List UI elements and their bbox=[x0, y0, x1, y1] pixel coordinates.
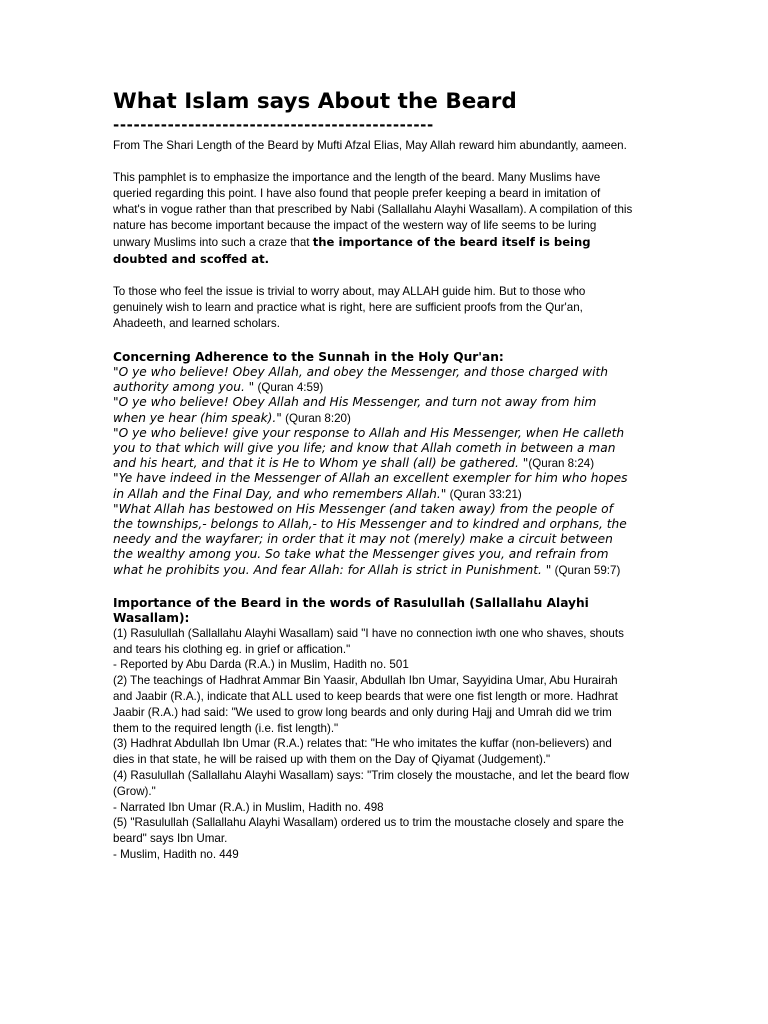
quote-ref: (Quran 33:21) bbox=[446, 487, 522, 501]
quote-item bbox=[113, 395, 633, 425]
pamphlet-paragraph bbox=[113, 170, 633, 268]
pamphlet-paragraph-text: This pamphlet is to emphasize the importance and the length of the beard. Many Muslims have queried regarding this point. I have also found that people prefer keeping a beard in imitation of what's in vogue rather than that prescribed by Nabi (Sallallahu Alayhi Wasallam). A compilation of this nature has become important because the impact of the western way of life seems to be luring unwary Muslims into such a craze that bbox=[113, 171, 633, 249]
hadith-line: (5) "Rasulullah (Sallallahu Alayhi Wasallam) ordered us to trim the moustache closely and spare the beard" says Ibn Umar. bbox=[113, 816, 624, 846]
hadith-list bbox=[113, 626, 633, 863]
quote-text: "O ye who believe! Obey Allah and His Messenger, and turn not away from him when ye hear (him speak)." bbox=[113, 395, 597, 425]
intro-paragraph: From The Shari Length of the Beard by Mufti Afzal Elias, May Allah reward him abundantly, aameen. bbox=[113, 139, 627, 152]
quote-item bbox=[113, 502, 633, 578]
guidance-paragraph: To those who feel the issue is trivial to worry about, may ALLAH guide him. But to those who genuinely wish to learn and practice what is right, here are sufficient proofs from the Qur'an, Ahadeeth, and learned scholars. bbox=[113, 285, 586, 330]
quote-text: "What Allah has bestowed on His Messenger (and taken away) from the people of the townships,- belongs to Allah,- to His Messenger and to kindred and orphans, the needy and the wayfarer; in order that it may not (merely) make a circuit between the wealthy among you. So take what the Messenger gives you, and refrain from what he prohibits you. And fear Allah: for Allah is strict in Punishment. " bbox=[113, 501, 627, 577]
document-page bbox=[113, 88, 633, 863]
quote-ref: (Quran 8:20) bbox=[281, 411, 351, 425]
quote-text: "Ye have indeed in the Messenger of Allah an excellent exempler for him who hopes in Allah and the Final Day, and who remembers Allah." bbox=[113, 471, 628, 501]
quote-text: "O ye who believe! Obey Allah, and obey the Messenger, and those charged with authority among you. " bbox=[113, 365, 608, 395]
quote-item bbox=[113, 426, 633, 472]
title-rule: ----------------------------------------------- bbox=[113, 116, 434, 134]
hadith-line: (3) Hadhrat Abdullah Ibn Umar (R.A.) relates that: "He who imitates the kuffar (non-believers) and dies in that state, he will be raised up with them on the Day of Qiyamat (Judgement)." bbox=[113, 737, 612, 767]
quote-item bbox=[113, 471, 633, 501]
section-heading-beard: Importance of the Beard in the words of Rasulullah (Sallallahu Alayhi Wasallam): bbox=[113, 595, 589, 625]
quran-quotes bbox=[113, 365, 633, 578]
quote-ref: (Quran 59:7) bbox=[551, 563, 621, 577]
hadith-line: (2) The teachings of Hadhrat Ammar Bin Yaasir, Abdullah Ibn Umar, Sayyidina Umar, Abu Hurairah and Jaabir (R.A.), indicate that ALL used to keep beards that were one fist length or more. Hadhrat Jaabir (R.A.) had said: "We used to grow long beards and only during Hajj and Umrah did we trim them to the required length (i.e. fist length)." bbox=[113, 674, 618, 735]
hadith-line: - Reported by Abu Darda (R.A.) in Muslim, Hadith no. 501 bbox=[113, 658, 409, 672]
document-title: What Islam says About the Beard bbox=[113, 89, 517, 114]
hadith-line: - Narrated Ibn Umar (R.A.) in Muslim, Hadith no. 498 bbox=[113, 800, 384, 814]
pamphlet-emphasis: the importance of the beard itself is being doubted and scoffed at. bbox=[113, 235, 591, 266]
quote-ref: (Quran 8:24) bbox=[528, 457, 595, 471]
quote-text: "O ye who believe! give your response to Allah and His Messenger, when He calleth you to that which will give you life; and know that Allah cometh in between a man and his heart, and that it is He to Whom ye shall (all) be gathered. " bbox=[113, 425, 625, 471]
section-heading-sunnah: Concerning Adherence to the Sunnah in the Holy Qur'an: bbox=[113, 350, 504, 364]
hadith-line: - Muslim, Hadith no. 449 bbox=[113, 848, 239, 861]
hadith-line: (1) Rasulullah (Sallallahu Alayhi Wasallam) said "I have no connection iwth one who shaves, shouts and tears his clothing eg. in grief or affication." bbox=[113, 626, 624, 656]
quote-ref: (Quran 4:59) bbox=[254, 381, 324, 395]
hadith-line: (4) Rasulullah (Sallallahu Alayhi Wasallam) says: "Trim closely the moustache, and let the beard flow (Grow)." bbox=[113, 769, 630, 798]
quote-item bbox=[113, 365, 633, 395]
